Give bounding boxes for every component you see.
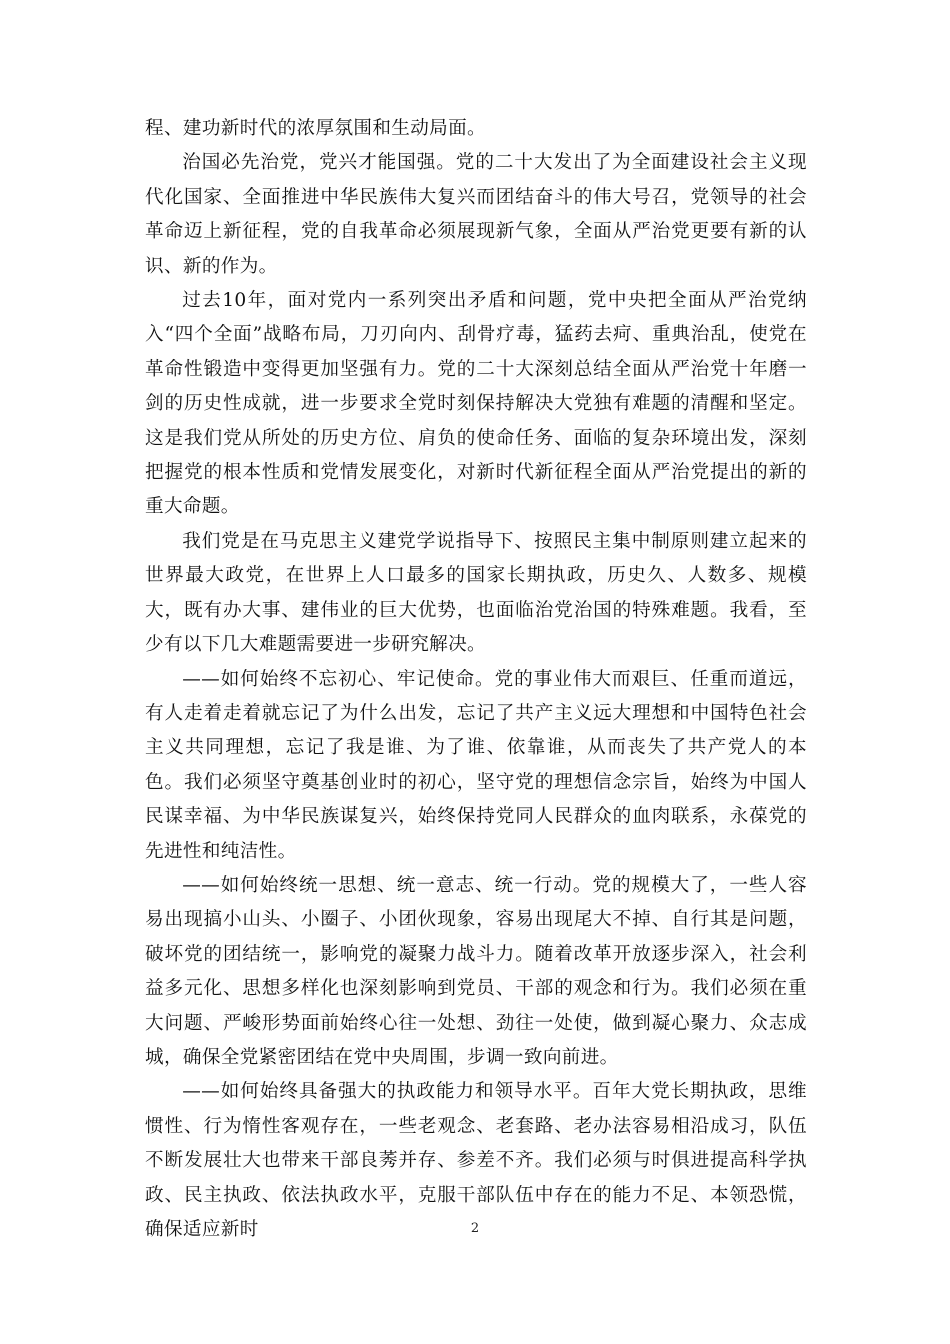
document-body [145,112,807,1247]
paragraph-party-governance: 治国必先治党，党兴才能国强。党的二十大发出了为全面建设社会主义现代化国家、全面推进中华民族伟大复兴而团结奋斗的伟大号召，党领导的社会革命迈上新征程，党的自我革命必须展现新气象，全面从严治党更要有新的认识、新的作为。 [145,152,807,277]
paragraph-governing-capacity: ——如何始终具备强大的执政能力和领导水平。百年大党长期执政，思维惯性、行为惰性客观存在，一些老观念、老套路、老办法容易相沿成习，队伍不断发展壮大也带来干部良莠并存、参差不齐。我们必须与时俱进提高科学执政、民主执政、依法执政水平，克服干部队伍中存在的能力不足、本领恐慌，确保适应新时 [145,1081,807,1240]
paragraph-largest-party: 我们党是在马克思主义建党学说指导下、按照民主集中制原则建立起来的世界最大政党，在世界上人口最多的国家长期执政，历史久、人数多、规模大，既有办大事、建伟业的巨大优势，也面临治党治国的特殊难题。我看，至少有以下几大难题需要进一步研究解决。 [145,530,807,656]
paragraph-original-aspiration: ——如何始终不忘初心、牢记使命。党的事业伟大而艰巨、任重而道远，有人走着走着就忘记了为什么出发，忘记了共产主义远大理想和中国特色社会主义共同理想，忘记了我是谁、为了谁、依靠谁，从而丧失了共产党人的本色。我们必须坚守奠基创业时的初心，坚守党的理想信念宗旨，始终为中国人民谋幸福、为中华民族谋复兴，始终保持党同人民群众的血肉联系，永葆党的先进性和纯洁性。 [145,668,807,862]
paragraph-past-ten-years: 过去10年，面对党内一系列突出矛盾和问题，党中央把全面从严治党纳入“四个全面”战略布局，刀刃向内、刮骨疗毒，猛药去疴、重典治乱，使党在革命性锻造中变得更加坚强有力。党的二十大深刻总结全面从严治党十年磨一剑的历史性成就，进一步要求全党时刻保持解决大党独有难题的清醒和坚定。这是我们党从所处的历史方位、肩负的使命任务、面临的复杂环境出发，深刻把握党的根本性质和党情发展变化，对新时代新征程全面从严治党提出的新的重大命题。 [145,290,807,518]
paragraph-continued: 程、建功新时代的浓厚氛围和生动局面。 [145,118,486,139]
page-number: 2 [470,1221,480,1236]
paragraph-unity: ——如何始终统一思想、统一意志、统一行动。党的规模大了，一些人容易出现搞小山头、小圈子、小团伙现象，容易出现尾大不掉、自行其是问题，破坏党的团结统一，影响党的凝聚力战斗力。随着改革开放逐步深入，社会利益多元化、思想多样化也深刻影响到党员、干部的观念和行为。我们必须在重大问题、严峻形势面前始终心往一处想、劲往一处使，做到凝心聚力、众志成城，确保全党紧密团结在党中央周围，步调一致向前进。 [145,874,807,1068]
